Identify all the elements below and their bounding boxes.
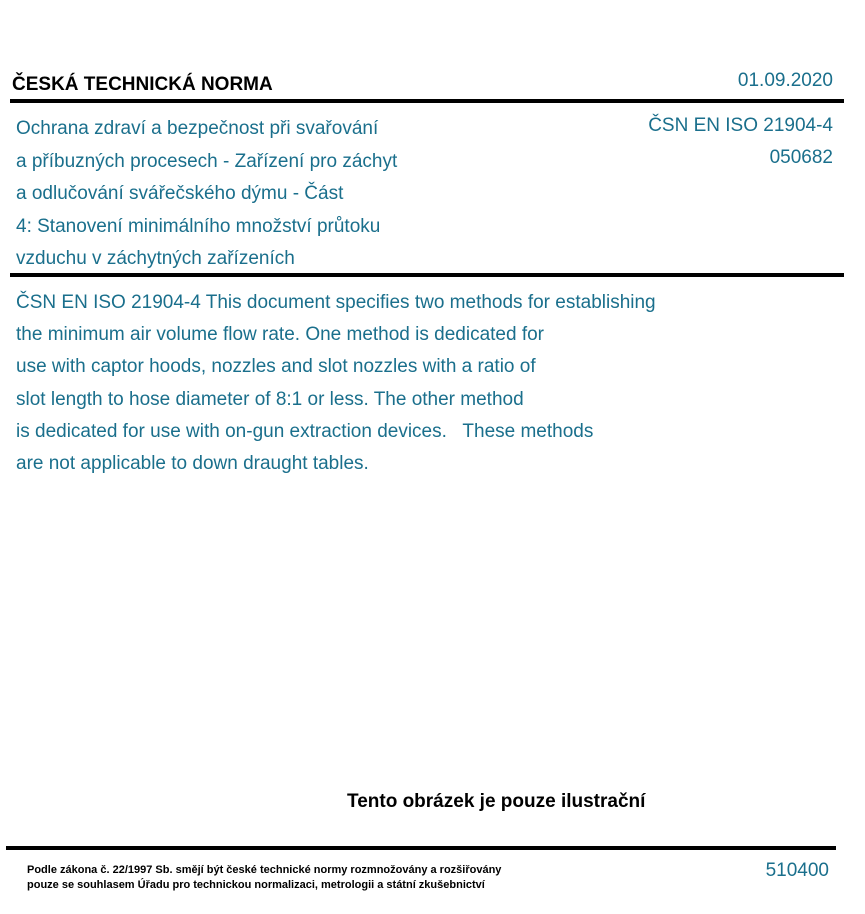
standard-title-line: Ochrana zdraví a bezpečnost při svařování (16, 118, 379, 139)
document-type-title: ČESKÁ TECHNICKÁ NORMA (12, 74, 273, 95)
abstract (16, 287, 656, 480)
header-divider (10, 99, 844, 103)
standard-title-line: a příbuzných procesech - Zařízení pro záchyt (16, 150, 398, 172)
publication-date: 01.09.2020 (737, 70, 833, 91)
legal-notice-line: pouze se souhlasem Úřadu pro technickou normalizaci, metrologii a státní zkušebnictví (27, 879, 485, 891)
footer-divider (6, 846, 836, 850)
standard-title-line: vzduchu v záchytných zařízeních (16, 248, 295, 269)
abstract-line: the minimum air volume flow rate. One method is dedicated for (16, 324, 545, 346)
abstract-line: ČSN EN ISO 21904-4 This document specifies two methods for establishing (16, 292, 656, 313)
standard-title (16, 113, 397, 276)
standard-code: ČSN EN ISO 21904-4 (648, 115, 833, 136)
catalog-number: 510400 (765, 860, 829, 881)
standard-title-line: a odlučování svářečského dýmu - Část (16, 183, 344, 204)
abstract-line: is dedicated for use with on-gun extraction devices. These methods (16, 420, 594, 442)
classification-number: 050682 (769, 147, 833, 168)
abstract-line: slot length to hose diameter of 8:1 or less. The other method (16, 388, 524, 410)
abstract-line: use with captor hoods, nozzles and slot nozzles with a ratio of (16, 356, 536, 378)
abstract-line: are not applicable to down draught tables. (16, 453, 369, 475)
standard-title-line: 4: Stanovení minimálního množství průtoku (16, 215, 381, 237)
illustration-note: Tento obrázek je pouze ilustrační (347, 791, 646, 812)
title-divider (10, 273, 844, 277)
legal-notice-line: Podle zákona č. 22/1997 Sb. smějí být české technické normy rozmnožovány a rozšiřovány (27, 864, 502, 876)
legal-notice (27, 863, 501, 893)
